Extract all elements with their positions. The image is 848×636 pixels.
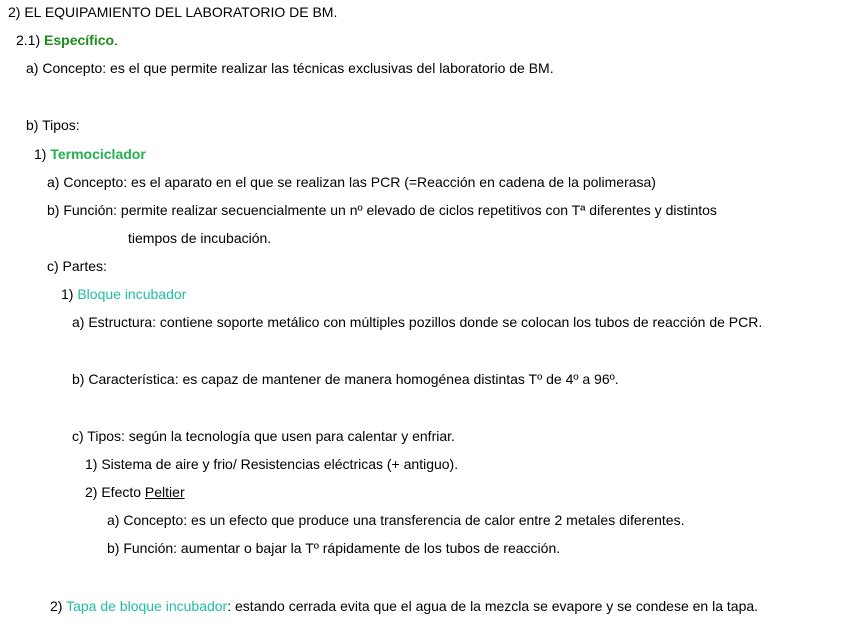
thermocycler-keyword: Termociclador [50,146,146,162]
parts-text: c) Partes: [47,258,107,274]
type-air-system [85,455,458,473]
lid-keyword: Tapa de bloque incubador [66,598,228,614]
item-number: 1) [34,146,47,162]
lid-text: : estando cerrada evita que el agua de la mezcla se evapore y se condese en la tapa. [227,598,759,614]
parts-line [47,257,107,275]
block-keyword: Bloque incubador [77,286,187,302]
thermocycler-heading [34,145,146,163]
subsection-keyword: Específico [44,32,115,48]
block-number: 1) [61,286,74,302]
thermocycler-function [47,201,717,219]
lid-line [50,597,758,615]
section-title: 2) EL EQUIPAMIENTO DEL LABORATORIO DE BM. [8,4,338,20]
thermocycler-function-cont [128,229,271,247]
block-types-text: c) Tipos: según la tecnología que usen para calentar y enfriar. [72,428,455,444]
thermocycler-concept [47,173,656,191]
peltier-keyword: Peltier [144,484,185,500]
thermocycler-function-text: b) Función: permite realizar secuencialmente un nº elevado de ciclos repetitivos con Tª diferentes y distintos [47,202,717,218]
type-air-system-text: 1) Sistema de aire y frio/ Resistencias eléctricas (+ antiguo). [85,456,459,472]
block-heading [61,285,186,303]
concept-text: a) Concepto: es el que permite realizar las técnicas exclusivas del laboratorio de BM. [26,60,554,76]
block-types [72,427,455,445]
peltier-function-text: b) Función: aumentar o bajar la Tº rápidamente de los tubos de reacción. [107,540,561,556]
block-structure [72,313,762,331]
thermocycler-function-cont-text: tiempos de incubación. [128,230,272,246]
peltier-function [107,539,560,557]
section-heading [8,3,337,21]
subsection-number: 2.1) [16,32,41,48]
concept-line [26,59,554,77]
subsection-heading [16,31,118,49]
types-line [26,116,80,134]
types-text: b) Tipos: [26,117,80,133]
thermocycler-concept-text: a) Concepto: es el aparato en el que se realizan las PCR (=Reacción en cadena de la polimerasa) [47,174,656,190]
lid-number: 2) [50,598,63,614]
block-structure-text: a) Estructura: contiene soporte metálico con múltiples pozillos donde se colocan los tubos de reacción de PCR. [72,314,763,330]
peltier-concept [107,511,684,529]
block-characteristic-text: b) Característica: es capaz de mantener de manera homogénea distintas Tº de 4º a 96º. [72,371,619,387]
type-peltier-prefix: 2) Efecto [85,484,142,500]
subsection-end: . [114,32,118,48]
block-characteristic [72,370,619,388]
type-peltier [85,483,185,501]
peltier-concept-text: a) Concepto: es un efecto que produce una transferencia de calor entre 2 metales diferentes. [107,512,685,528]
